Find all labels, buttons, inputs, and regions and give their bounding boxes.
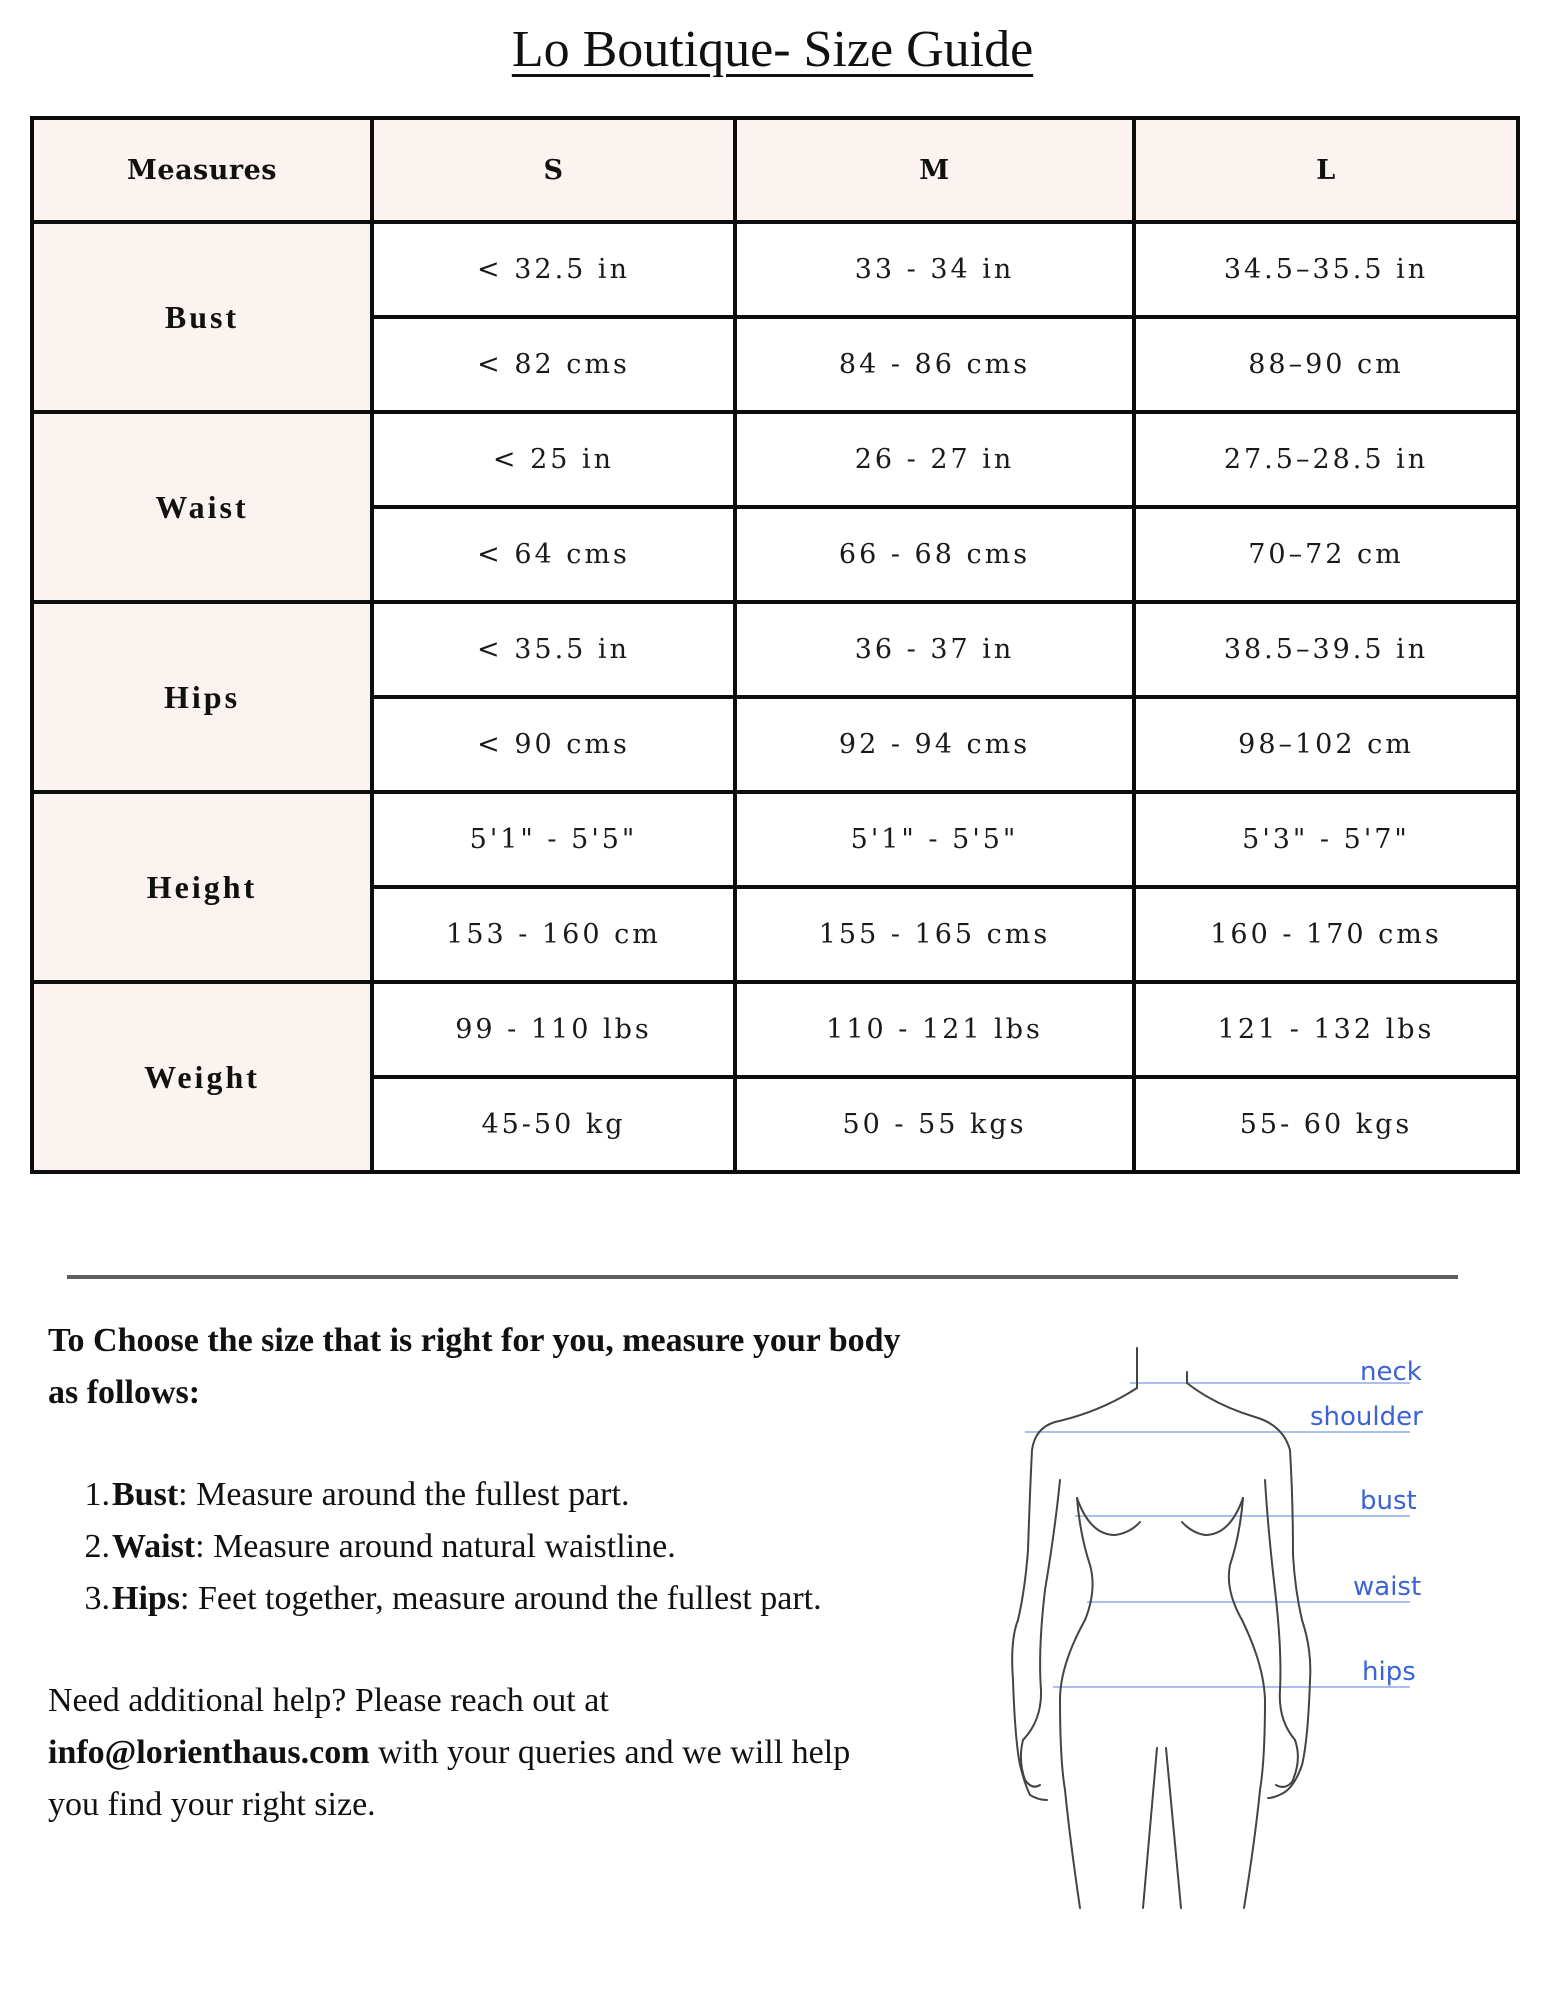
step-term: Bust	[112, 1476, 179, 1513]
measure-bust: Bust	[32, 222, 372, 412]
cell-bust-s-in: < 32.5 in	[372, 222, 735, 317]
cell-height-s-cm: 153 - 160 cm	[372, 887, 735, 982]
list-item	[84, 1521, 908, 1573]
cell-weight-m-kg: 50 - 55 kgs	[735, 1077, 1134, 1172]
cell-bust-m-in: 33 - 34 in	[735, 222, 1134, 317]
table-row	[32, 222, 1518, 317]
table-row	[32, 602, 1518, 697]
cell-waist-s-cm: < 64 cms	[372, 507, 735, 602]
cell-waist-m-in: 26 - 27 in	[735, 412, 1134, 507]
cell-weight-s-lbs: 99 - 110 lbs	[372, 982, 735, 1077]
body-measurement-diagram	[980, 1320, 1460, 1940]
cell-hips-m-cm: 92 - 94 cms	[735, 697, 1134, 792]
measuring-steps	[48, 1469, 908, 1625]
cell-waist-s-in: < 25 in	[372, 412, 735, 507]
label-shoulder: shoulder	[1310, 1402, 1423, 1432]
cell-height-m-ft: 5'1" - 5'5"	[735, 792, 1134, 887]
cell-height-l-ft: 5'3" - 5'7"	[1134, 792, 1518, 887]
measure-hips: Hips	[32, 602, 372, 792]
measuring-instructions	[48, 1315, 908, 1831]
size-guide-table	[30, 116, 1520, 1174]
cell-hips-m-in: 36 - 37 in	[735, 602, 1134, 697]
cell-weight-m-lbs: 110 - 121 lbs	[735, 982, 1134, 1077]
cell-hips-l-in: 38.5–39.5 in	[1134, 602, 1518, 697]
help-suffix: with your queries and we will help you find your right size.	[48, 1734, 851, 1823]
contact-email[interactable]: info@lorienthaus.com	[48, 1734, 370, 1771]
cell-bust-l-cm: 88–90 cm	[1134, 317, 1518, 412]
step-text: : Measure around the fullest part.	[178, 1476, 630, 1513]
table-row	[32, 412, 1518, 507]
measure-waist: Waist	[32, 412, 372, 602]
list-item	[84, 1573, 908, 1625]
table-row	[32, 982, 1518, 1077]
help-prefix: Need additional help? Please reach out at	[48, 1682, 609, 1719]
cell-weight-l-kg: 55- 60 kgs	[1134, 1077, 1518, 1172]
cell-weight-s-kg: 45-50 kg	[372, 1077, 735, 1172]
cell-bust-m-cm: 84 - 86 cms	[735, 317, 1134, 412]
cell-bust-l-in: 34.5–35.5 in	[1134, 222, 1518, 317]
step-number: 2.	[84, 1528, 110, 1565]
measure-weight: Weight	[32, 982, 372, 1172]
help-text	[48, 1675, 908, 1831]
step-text: : Feet together, measure around the fullest part.	[180, 1580, 822, 1617]
header-size-s: S	[372, 118, 735, 222]
step-text: : Measure around natural waistline.	[195, 1528, 676, 1565]
page-title-text: Lo Boutique- Size Guide	[511, 21, 1034, 78]
cell-waist-l-in: 27.5–28.5 in	[1134, 412, 1518, 507]
cell-hips-l-cm: 98–102 cm	[1134, 697, 1518, 792]
measure-height: Height	[32, 792, 372, 982]
header-size-l: L	[1134, 118, 1518, 222]
page-title	[0, 14, 1545, 86]
step-number: 1.	[84, 1476, 110, 1513]
cell-waist-l-cm: 70–72 cm	[1134, 507, 1518, 602]
instructions-heading: To Choose the size that is right for you, measure your body as follows:	[48, 1322, 901, 1411]
list-item	[84, 1469, 908, 1521]
cell-waist-m-cm: 66 - 68 cms	[735, 507, 1134, 602]
label-neck: neck	[1360, 1357, 1422, 1387]
label-waist: waist	[1353, 1572, 1422, 1602]
label-bust: bust	[1360, 1486, 1417, 1516]
step-term: Waist	[112, 1528, 196, 1565]
header-measures: Measures	[32, 118, 372, 222]
step-number: 3.	[84, 1580, 110, 1617]
label-hips: hips	[1362, 1657, 1416, 1687]
cell-height-m-cm: 155 - 165 cms	[735, 887, 1134, 982]
cell-hips-s-cm: < 90 cms	[372, 697, 735, 792]
table-header-row	[32, 118, 1518, 222]
step-term: Hips	[112, 1580, 181, 1617]
cell-height-l-cm: 160 - 170 cms	[1134, 887, 1518, 982]
header-size-m: M	[735, 118, 1134, 222]
cell-weight-l-lbs: 121 - 132 lbs	[1134, 982, 1518, 1077]
cell-bust-s-cm: < 82 cms	[372, 317, 735, 412]
cell-height-s-ft: 5'1" - 5'5"	[372, 792, 735, 887]
cell-hips-s-in: < 35.5 in	[372, 602, 735, 697]
section-divider	[67, 1275, 1458, 1279]
table-row	[32, 792, 1518, 887]
